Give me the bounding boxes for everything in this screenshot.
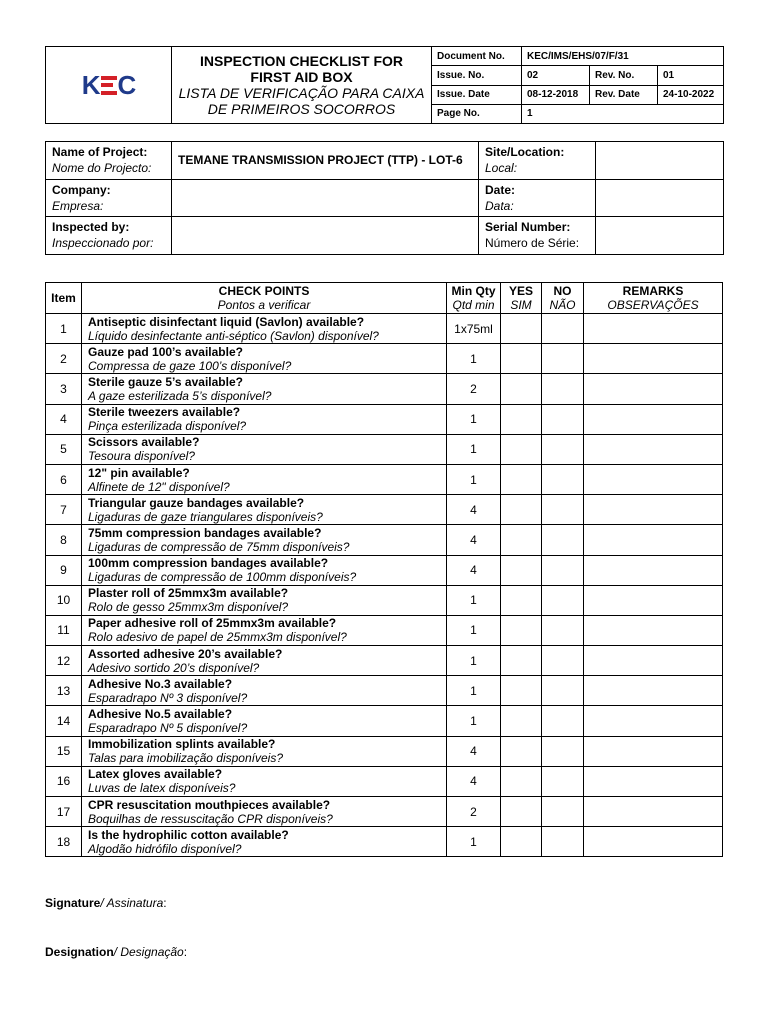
col-item-header: Item	[46, 283, 82, 314]
yes-cell[interactable]	[501, 555, 542, 585]
site-label-cell	[479, 142, 596, 180]
inspected-by-label: Inspected by:	[52, 220, 130, 235]
document-no-label: Document No.	[432, 47, 522, 66]
check-point-en: 100mm compression bandages available?	[88, 556, 329, 571]
no-cell[interactable]	[542, 827, 584, 857]
table-row	[46, 676, 723, 706]
item-number: 5	[46, 434, 82, 464]
check-point-en: 75mm compression bandages available?	[88, 525, 322, 540]
serial-number-label: Serial Number:	[485, 220, 571, 235]
check-point-en: Triangular gauze bandages available?	[88, 495, 305, 510]
check-point	[82, 706, 447, 736]
check-point-pt: Líquido desinfectante anti-séptico (Savlon) disponível?	[88, 328, 379, 343]
col-yes-en: YES	[508, 284, 533, 298]
col-min-qty-header	[447, 283, 501, 314]
col-yes-header	[501, 283, 542, 314]
item-number: 16	[46, 766, 82, 796]
min-qty: 1	[447, 585, 501, 615]
designation-colon: :	[183, 945, 188, 959]
yes-cell[interactable]	[501, 797, 542, 827]
check-point	[82, 525, 447, 555]
no-cell[interactable]	[542, 615, 584, 645]
remarks-cell[interactable]	[584, 495, 723, 525]
table-row	[46, 555, 723, 585]
check-point-en: Is the hydrophilic cotton available?	[88, 827, 289, 842]
date-label: Date:	[485, 182, 516, 197]
min-qty: 1	[447, 404, 501, 434]
date-field[interactable]	[596, 179, 724, 217]
project-name-label-cell	[46, 142, 172, 180]
col-min-qty-pt: Qtd min	[452, 298, 495, 312]
check-point-en: Gauze pad 100’s available?	[88, 344, 243, 359]
min-qty: 2	[447, 374, 501, 404]
no-cell[interactable]	[542, 495, 584, 525]
no-cell[interactable]	[542, 646, 584, 676]
check-point-pt: Luvas de latex disponíveis?	[88, 781, 236, 796]
remarks-cell[interactable]	[584, 797, 723, 827]
rev-no-value: 01	[658, 66, 724, 85]
company-label: Company:	[52, 182, 111, 197]
issue-no-label: Issue. No.	[432, 66, 522, 85]
col-min-qty-en: Min Qty	[451, 284, 496, 298]
yes-cell[interactable]	[501, 434, 542, 464]
check-point-pt: Rolo de gesso 25mmx3m disponível?	[88, 600, 289, 615]
title-pt-line1: LISTA DE VERIFICAÇÃO PARA CAIXA	[178, 85, 425, 101]
check-point-en: CPR resuscitation mouthpieces available?	[88, 797, 331, 812]
remarks-cell[interactable]	[584, 434, 723, 464]
col-checkpoints-pt: Pontos a verificar	[217, 298, 311, 312]
project-name-label: Name of Project:	[52, 145, 148, 160]
issue-date-value: 08-12-2018	[522, 85, 590, 104]
yes-cell[interactable]	[501, 314, 542, 344]
date-label-cell	[479, 179, 596, 217]
min-qty: 2	[447, 797, 501, 827]
company-label-pt: Empresa:	[52, 198, 104, 213]
yes-cell[interactable]	[501, 766, 542, 796]
check-point	[82, 555, 447, 585]
yes-cell[interactable]	[501, 646, 542, 676]
project-name-field[interactable]: TEMANE TRANSMISSION PROJECT (TTP) - LOT-6	[172, 142, 479, 180]
kec-logo: K C	[81, 69, 136, 100]
remarks-cell[interactable]	[584, 464, 723, 494]
table-row	[46, 464, 723, 494]
company-label-cell	[46, 179, 172, 217]
no-cell[interactable]	[542, 374, 584, 404]
serial-number-label-cell	[479, 217, 596, 255]
check-point	[82, 766, 447, 796]
table-row	[46, 736, 723, 766]
item-number: 11	[46, 615, 82, 645]
remarks-cell[interactable]	[584, 525, 723, 555]
check-point	[82, 404, 447, 434]
col-checkpoints-en: CHECK POINTS	[218, 284, 310, 298]
min-qty: 1	[447, 434, 501, 464]
signature-colon: :	[163, 896, 167, 910]
min-qty: 4	[447, 525, 501, 555]
rev-date-value: 24-10-2022	[658, 85, 724, 104]
check-point-pt: Boquilhas de ressuscitação CPR disponíveis?	[88, 811, 333, 826]
min-qty: 1	[447, 706, 501, 736]
check-point	[82, 434, 447, 464]
min-qty: 1	[447, 464, 501, 494]
item-number: 18	[46, 827, 82, 857]
min-qty: 4	[447, 766, 501, 796]
check-point-pt: Ligaduras de gaze triangulares disponíveis?	[88, 509, 323, 524]
remarks-cell[interactable]	[584, 766, 723, 796]
inspected-by-label-pt: Inspeccionado por:	[52, 236, 154, 251]
col-no-header	[542, 283, 584, 314]
rev-no-label: Rev. No.	[590, 66, 658, 85]
designation-line[interactable]	[45, 945, 187, 959]
remarks-cell[interactable]	[584, 314, 723, 344]
no-cell[interactable]	[542, 525, 584, 555]
col-no-en: NO	[553, 284, 572, 298]
check-point-en: Plaster roll of 25mmx3m available?	[88, 586, 289, 601]
yes-cell[interactable]	[501, 706, 542, 736]
item-number: 6	[46, 464, 82, 494]
table-row	[46, 585, 723, 615]
no-cell[interactable]	[542, 344, 584, 374]
no-cell[interactable]	[542, 736, 584, 766]
check-point-pt: Talas para imobilização disponíveis?	[88, 751, 283, 766]
check-point	[82, 314, 447, 344]
check-point-en: Adhesive No.5 available?	[88, 707, 233, 722]
yes-cell[interactable]	[501, 374, 542, 404]
checklist-table	[45, 282, 723, 857]
remarks-cell[interactable]	[584, 676, 723, 706]
col-remarks-pt: OBSERVAÇÕES	[607, 298, 699, 312]
check-point	[82, 646, 447, 676]
project-info-table	[45, 141, 724, 255]
remarks-cell[interactable]	[584, 706, 723, 736]
check-point-pt: Algodão hidrófilo disponível?	[88, 841, 242, 856]
yes-cell[interactable]	[501, 827, 542, 857]
check-point-en: Scissors available?	[88, 435, 200, 450]
no-cell[interactable]	[542, 585, 584, 615]
yes-cell[interactable]	[501, 736, 542, 766]
item-number: 7	[46, 495, 82, 525]
check-point-pt: Esparadrapo Nº 5 disponível?	[88, 721, 248, 736]
min-qty: 1	[447, 827, 501, 857]
page-no-value: 1	[522, 104, 724, 123]
project-name-label-pt: Nome do Projecto:	[52, 161, 152, 176]
table-row	[46, 434, 723, 464]
yes-cell[interactable]	[501, 464, 542, 494]
item-number: 10	[46, 585, 82, 615]
item-number: 8	[46, 525, 82, 555]
date-label-pt: Data:	[485, 198, 514, 213]
table-row	[46, 827, 723, 857]
check-point	[82, 827, 447, 857]
col-yes-pt: SIM	[510, 298, 532, 312]
table-row	[46, 646, 723, 676]
table-row	[46, 615, 723, 645]
no-cell[interactable]	[542, 434, 584, 464]
check-point-en: Immobilization splints available?	[88, 737, 276, 752]
title-en-line1: INSPECTION CHECKLIST FOR	[199, 53, 403, 69]
issue-no-value: 02	[522, 66, 590, 85]
yes-cell[interactable]	[501, 344, 542, 374]
item-number: 1	[46, 314, 82, 344]
remarks-cell[interactable]	[584, 736, 723, 766]
table-row	[46, 525, 723, 555]
remarks-cell[interactable]	[584, 555, 723, 585]
table-row	[46, 374, 723, 404]
check-point	[82, 585, 447, 615]
rev-date-label: Rev. Date	[590, 85, 658, 104]
check-point-en: Paper adhesive roll of 25mmx3m available?	[88, 616, 337, 631]
check-point	[82, 797, 447, 827]
no-cell[interactable]	[542, 404, 584, 434]
table-row	[46, 797, 723, 827]
min-qty: 1	[447, 676, 501, 706]
page-no-label: Page No.	[432, 104, 522, 123]
yes-cell[interactable]	[501, 525, 542, 555]
kec-logo-e-mark	[101, 76, 117, 95]
site-field[interactable]	[596, 142, 724, 180]
no-cell[interactable]	[542, 314, 584, 344]
yes-cell[interactable]	[501, 585, 542, 615]
check-point-pt: Tesoura disponível?	[88, 449, 195, 464]
issue-date-label: Issue. Date	[432, 85, 522, 104]
remarks-cell[interactable]	[584, 344, 723, 374]
check-point-pt: Ligaduras de compressão de 100mm disponíveis?	[88, 570, 357, 585]
table-row	[46, 495, 723, 525]
min-qty: 1	[447, 646, 501, 676]
remarks-cell[interactable]	[584, 615, 723, 645]
remarks-cell[interactable]	[584, 646, 723, 676]
check-point-pt: Rolo adesivo de papel de 25mmx3m disponível?	[88, 630, 347, 645]
check-point	[82, 464, 447, 494]
item-number: 15	[46, 736, 82, 766]
serial-number-field[interactable]	[596, 217, 724, 255]
min-qty: 4	[447, 555, 501, 585]
signature-label-pt: / Assinatura	[100, 896, 164, 910]
col-remarks-en: REMARKS	[622, 284, 684, 298]
min-qty: 4	[447, 495, 501, 525]
checklist-body	[46, 314, 723, 857]
item-number: 3	[46, 374, 82, 404]
remarks-cell[interactable]	[584, 404, 723, 434]
yes-cell[interactable]	[501, 404, 542, 434]
title-pt-line2: DE PRIMEIROS SOCORROS	[207, 101, 396, 117]
yes-cell[interactable]	[501, 495, 542, 525]
item-number: 17	[46, 797, 82, 827]
no-cell[interactable]	[542, 706, 584, 736]
serial-number-label-pt: Número de Série:	[485, 236, 580, 251]
site-label: Site/Location:	[485, 145, 565, 160]
table-row	[46, 314, 723, 344]
col-remarks-header	[584, 283, 723, 314]
check-point-en: Adhesive No.3 available?	[88, 676, 233, 691]
check-point-en: Antiseptic disinfectant liquid (Savlon) available?	[88, 314, 365, 329]
no-cell[interactable]	[542, 676, 584, 706]
check-point-en: Assorted adhesive 20’s available?	[88, 646, 283, 661]
min-qty: 1	[447, 615, 501, 645]
no-cell[interactable]	[542, 766, 584, 796]
item-number: 9	[46, 555, 82, 585]
document-header	[45, 46, 724, 124]
check-point	[82, 344, 447, 374]
document-no-value: KEC/IMS/EHS/07/F/31	[522, 47, 724, 66]
item-number: 14	[46, 706, 82, 736]
check-point	[82, 676, 447, 706]
check-point-pt: Pinça esterilizada disponível?	[88, 419, 247, 434]
no-cell[interactable]	[542, 797, 584, 827]
inspected-by-field[interactable]	[172, 217, 479, 255]
table-row	[46, 766, 723, 796]
check-point-pt: Compressa de gaze 100’s disponível?	[88, 358, 292, 373]
inspected-by-label-cell	[46, 217, 172, 255]
item-number: 2	[46, 344, 82, 374]
table-row	[46, 344, 723, 374]
min-qty: 4	[447, 736, 501, 766]
site-label-pt: Local:	[485, 161, 518, 176]
check-point	[82, 736, 447, 766]
company-logo-cell	[46, 47, 172, 124]
yes-cell[interactable]	[501, 676, 542, 706]
table-row	[46, 404, 723, 434]
col-checkpoints-header	[82, 283, 447, 314]
item-number: 4	[46, 404, 82, 434]
check-point-pt: Alfinete de 12" disponível?	[88, 479, 230, 494]
check-point-pt: Adesivo sortido 20’s disponível?	[88, 660, 260, 675]
check-point	[82, 495, 447, 525]
remarks-cell[interactable]	[584, 827, 723, 857]
signature-label: Signature	[45, 896, 101, 910]
designation-label: Designation	[45, 945, 114, 959]
item-number: 13	[46, 676, 82, 706]
no-cell[interactable]	[542, 464, 584, 494]
company-field[interactable]	[172, 179, 479, 217]
table-row	[46, 706, 723, 736]
check-point-pt: Ligaduras de compressão de 75mm disponíveis?	[88, 539, 350, 554]
no-cell[interactable]	[542, 555, 584, 585]
signature-line[interactable]	[45, 896, 167, 910]
title-en-line2: FIRST AID BOX	[250, 69, 353, 85]
check-point	[82, 374, 447, 404]
check-point-pt: A gaze esterilizada 5’s disponível?	[88, 388, 272, 403]
check-point-en: 12" pin available?	[88, 465, 190, 480]
remarks-cell[interactable]	[584, 585, 723, 615]
check-point	[82, 615, 447, 645]
col-no-pt: NÃO	[549, 298, 576, 312]
remarks-cell[interactable]	[584, 374, 723, 404]
min-qty: 1	[447, 344, 501, 374]
check-point-en: Latex gloves available?	[88, 767, 223, 782]
document-title	[172, 47, 432, 124]
item-number: 12	[46, 646, 82, 676]
check-point-pt: Esparadrapo Nº 3 disponível?	[88, 690, 248, 705]
designation-label-pt: / Designação	[113, 945, 184, 959]
yes-cell[interactable]	[501, 615, 542, 645]
min-qty: 1x75ml	[447, 314, 501, 344]
check-point-en: Sterile gauze 5’s available?	[88, 374, 243, 389]
check-point-en: Sterile tweezers available?	[88, 405, 241, 420]
